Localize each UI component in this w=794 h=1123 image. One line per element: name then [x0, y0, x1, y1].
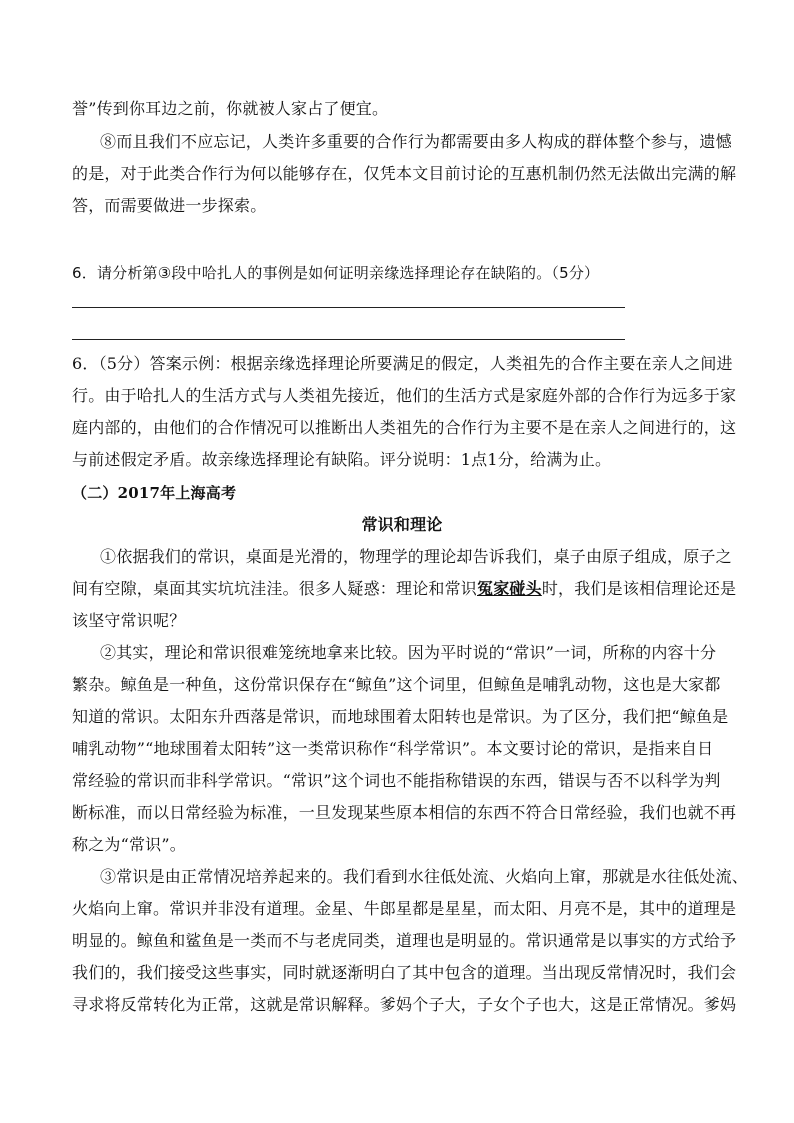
paragraph-line: ②其实，理论和常识很难笼统地拿来比较。因为平时说的“常识”一词，所称的内容十分: [100, 643, 717, 662]
paragraph-line: 火焰向上窜。常识并非没有道理。金星、牛郎星都是星星，而太阳、月亮不是，其中的道理是: [72, 899, 737, 918]
paragraph-line: 称之为“常识”。: [72, 835, 186, 854]
paragraph-line: 我们的，我们接受这些事实，同时就逐渐明白了其中包含的道理。当出现反常情况时，我们会: [72, 963, 737, 982]
answer-line: 6．（5分）答案示例：根据亲缘选择理论所要满足的假定，人类祖先的合作主要在亲人之间进: [72, 354, 733, 373]
paragraph-line: 的是，对于此类合作行为何以能够存在，仅凭本文目前讨论的互惠机制仍然无法做出完满的解: [72, 164, 737, 183]
paragraph-line: ⑧而且我们不应忘记，人类许多重要的合作行为都需要由多人构成的群体整个参与，遗憾: [100, 132, 732, 151]
paragraph-line: 该坚守常识呢？: [72, 611, 186, 630]
paragraph-line: 答，而需要做进一步探索。: [72, 196, 267, 215]
answer-blank-line[interactable]: [72, 339, 625, 340]
paragraph-line: 誉”传到你耳边之前，你就被人家占了便宜。: [72, 99, 389, 118]
paragraph-line: 知道的常识。太阳东升西落是常识，而地球围着太阳转也是常识。为了区分，我们把“鲸鱼是: [72, 707, 729, 726]
answer-line: 与前述假定矛盾。故亲缘选择理论有缺陷。评分说明：1点1分，给满为止。: [72, 450, 612, 469]
answer-line: 庭内部的，由他们的合作情况可以推断出人类祖先的合作行为主要不是在亲人之间进行的，这: [72, 418, 737, 437]
paragraph-line: 哺乳动物”“地球围着太阳转”这一类常识称作“科学常识”。本文要讨论的常识，是指来自日: [72, 739, 714, 758]
paragraph-text: 时，我们是该相信理论还是: [541, 579, 737, 598]
emphasized-phrase: 冤家碰头: [477, 579, 542, 598]
paragraph-line: 寻求将反常转化为正常，这就是常识解释。爹妈个子大，子女个子也大，这是正常情况。爹妈: [72, 995, 737, 1014]
answer-blank-line[interactable]: [72, 307, 625, 308]
paragraph-line: 常经验的常识而非科学常识。“常识”这个词也不能指称错误的东西，错误与否不以科学为判: [72, 771, 721, 790]
article-title: 常识和理论: [361, 515, 443, 534]
paragraph-line: ③常识是由正常情况培养起来的。我们看到水往低处流、火焰向上窜，那就是水往低处流、: [100, 867, 749, 886]
section-heading: （二）2017年上海高考: [72, 484, 237, 502]
answer-line: 行。由于哈扎人的生活方式与人类祖先接近，他们的生活方式是家庭外部的合作行为远多于家: [72, 386, 737, 405]
paragraph-text: 间有空隙，桌面其实坑坑洼洼。很多人疑惑：理论和常识: [72, 579, 478, 598]
paragraph-line: 断标准，而以日常经验为标准，一旦发现某些原本相信的东西不符合日常经验，我们也就不再: [72, 803, 737, 822]
paragraph-line: 明显的。鲸鱼和鲨鱼是一类而不与老虎同类，道理也是明显的。常识通常是以事实的方式给予: [72, 931, 737, 950]
paragraph-line: ①依据我们的常识，桌面是光滑的，物理学的理论却告诉我们，桌子由原子组成，原子之: [100, 547, 732, 566]
question-text: 6．请分析第③段中哈扎人的事例是如何证明亲缘选择理论存在缺陷的。（5分）: [72, 264, 600, 282]
paragraph-line: [72, 579, 737, 599]
paragraph-line: 繁杂。鲸鱼是一种鱼，这份常识保存在“鲸鱼”这个词里，但鲸鱼是哺乳动物，这也是大家都: [72, 675, 721, 694]
